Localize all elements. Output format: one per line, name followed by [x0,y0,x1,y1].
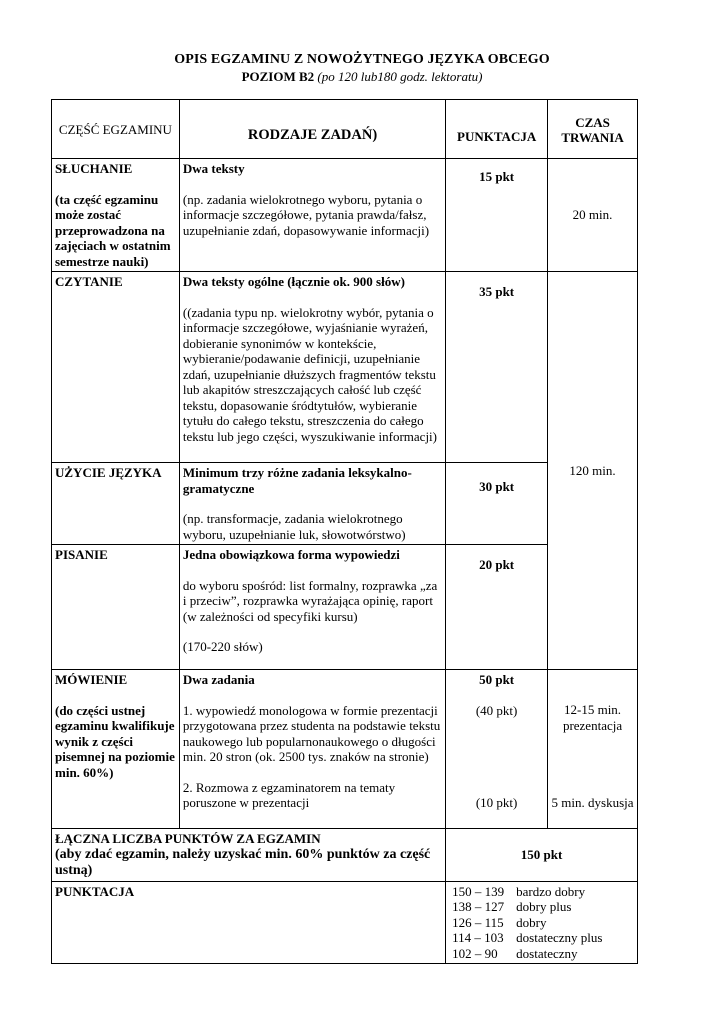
grade-range: 150 – 139 [452,883,505,899]
exam-table [51,99,638,964]
grade-row [452,899,631,915]
document-subtitle [0,69,724,85]
use-of-language-points: 30 pkt [446,463,548,545]
writing-task-desc: do wyboru spośród: list formalny, rozprawka „za i przeciw”, rozprawka wyrażająca opinię, raport (w zależności od specyfiki kursu) [182,577,438,624]
grading-scale [446,881,638,964]
grade-row [452,946,631,962]
reading-points: 35 pkt [446,272,548,463]
summary-total: 150 pkt [446,829,638,882]
speaking-task2: 2. Rozmowa z egzaminatorem na tematy poruszone w prezentacji [182,779,396,810]
speaking-task-title: Dwa zadania [182,672,255,687]
hours-note: (po 120 lub180 godz. lektoratu) [317,69,483,84]
writing-points: 20 pkt [446,545,548,670]
grade-name: dobry [516,914,547,930]
use-of-language-task-desc: (np. transformacje, zadania wielokrotnego wyboru, uzupełnianie luk, słowotwórstwo) [182,511,406,542]
speaking-points: 50 pkt [479,672,515,687]
grade-name: bardzo dobry [516,883,586,899]
grade-name: dobry plus [516,899,572,914]
listening-time: 20 min. [548,159,638,272]
speaking-points1: (40 pkt) [475,702,518,718]
listening-points: 15 pkt [446,159,548,272]
listening-note: (ta część egzaminu może zostać przeprowadzona na zajęciach w ostatnim semestrze nauki) [55,191,171,269]
reading-task-title: Dwa teksty ogólne (łącznie ok. 900 słów) [182,274,405,289]
listening-name: SŁUCHANIE [55,161,133,176]
summary-title: ŁĄCZNA LICZBA PUNKTÓW ZA EGZAMIN [55,831,321,846]
speaking-task1: 1. wypowiedź monologowa w formie prezentacji przygotowana przez studenta na podstawie tekstu naukowego lub popularnonaukowego o długości min. 20 stron (ok. 2500 tys. znaków na stronie) [182,702,441,764]
listening-task-title: Dwa teksty [182,161,245,176]
header-part: CZĘŚĆ EGZAMINU [52,100,180,159]
header-tasks: RODZAJE ZADAŃ) [179,100,445,159]
speaking-time2: 5 min. dyskusja [551,795,634,810]
grading-label: PUNKTACJA [52,881,446,964]
speaking-note: (do części ustnej egzaminu kwalifikuje wynik z części pisemnej na poziomie min. 60%) [55,702,175,780]
row-listening [52,159,638,272]
grade-row [452,915,631,931]
grade-range: 126 – 115 [452,914,504,930]
shared-time: 120 min. [548,272,638,670]
grade-name: dostateczny [516,945,578,961]
level-label: POZIOM B2 [241,69,315,84]
row-reading [52,272,638,463]
row-speaking [52,670,638,829]
use-of-language-task-title: Minimum trzy różne zadania leksykalno-gramatyczne [182,465,412,496]
speaking-name: MÓWIENIE [55,672,128,687]
writing-task-words: (170-220 słów) [182,639,263,654]
grade-row [452,930,631,946]
speaking-time1: 12-15 min. prezentacja [562,702,623,733]
grade-name: dostateczny plus [516,930,603,945]
header-points: PUNKTACJA [446,100,548,159]
listening-task-desc: (np. zadania wielokrotnego wyboru, pytania o informacje szczegółowe, pytania prawda/fałsz, uzupełnianie zdań, dopasowywanie informacji) [182,191,430,238]
writing-name: PISANIE [52,545,180,670]
reading-name: CZYTANIE [52,272,180,463]
use-of-language-name: UŻYCIE JĘZYKA [52,463,180,545]
grade-range: 102 – 90 [452,945,498,961]
summary-note: (aby zdać egzamin, należy uzyskać min. 60% punktów za część ustną) [55,846,431,878]
reading-task-desc: ((zadania typu np. wielokrotny wybór, pytania o informacje szczegółowe, wyjaśnianie wyrażeń, dobieranie synonimów w kontekście, wybieranie/podawanie definicji, uzupełnianie zdań, uzupełnianie dłuższych fragmentów tekstu lub akapitów streszczających całość lub część tekstu, dopasowanie śródtytułów, wybieranie tytułu do całego tekstu, streszczenia do całego tekstu lub jego części, wyszukiwanie informacji) [182,304,438,444]
document-title: OPIS EGZAMINU Z NOWOŻYTNEGO JĘZYKA OBCEGO [174,52,550,67]
grade-range: 114 – 103 [452,930,504,945]
grade-range: 138 – 127 [452,899,505,914]
writing-task-title: Jedna obowiązkowa forma wypowiedzi [182,547,400,562]
row-grading [52,881,638,964]
row-summary [52,829,638,882]
grade-row [452,884,631,900]
table-header-row [52,100,638,159]
speaking-points2: (10 pkt) [475,795,518,810]
header-time: CZAS TRWANIA [548,100,638,159]
